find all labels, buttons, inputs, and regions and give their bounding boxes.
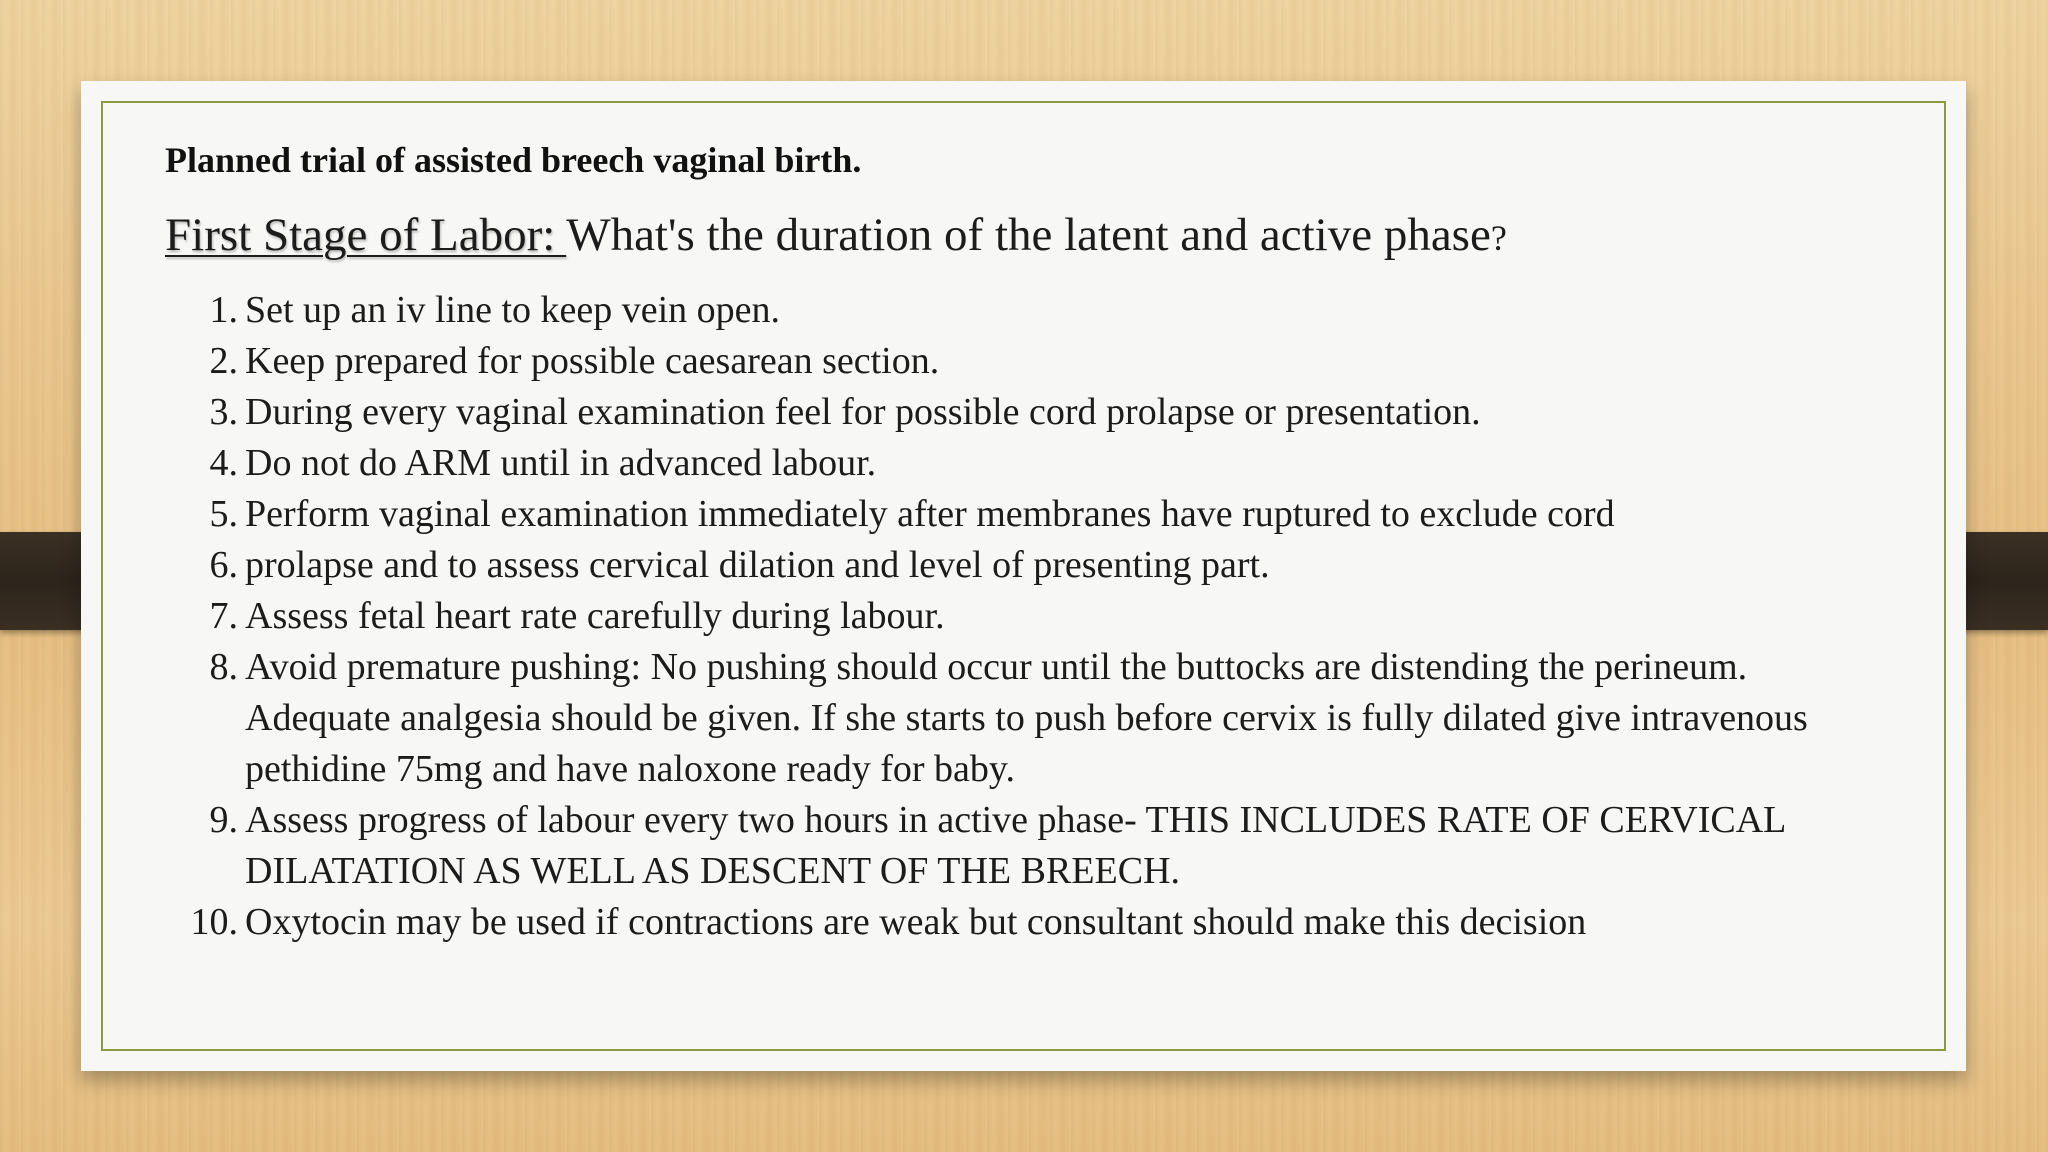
list-item bbox=[165, 387, 1845, 438]
item-number: 3. bbox=[209, 391, 238, 433]
item-number: 9. bbox=[209, 799, 238, 841]
list-item bbox=[165, 540, 1845, 591]
list-item bbox=[165, 285, 1845, 336]
heading-question-mark: ? bbox=[1490, 218, 1507, 258]
item-text: During every vaginal examination feel for possible cord prolapse or presentation. bbox=[245, 391, 1481, 433]
item-text: Keep prepared for possible caesarean section. bbox=[245, 340, 940, 382]
item-number: 4. bbox=[209, 442, 238, 484]
item-text: Oxytocin may be used if contractions are weak but consultant should make this decision bbox=[245, 901, 1587, 943]
slide-card bbox=[81, 81, 1966, 1071]
list-item bbox=[165, 795, 1845, 897]
item-text: Perform vaginal examination immediately after membranes have ruptured to exclude cord bbox=[245, 493, 1615, 535]
item-text: prolapse and to assess cervical dilation and level of presenting part. bbox=[245, 544, 1270, 586]
item-number: 7. bbox=[209, 595, 238, 637]
item-number: 2. bbox=[209, 340, 238, 382]
item-number: 1. bbox=[209, 289, 238, 331]
slide-subtitle: Planned trial of assisted breech vaginal birth. bbox=[165, 140, 862, 180]
step-list bbox=[165, 285, 1845, 948]
list-item bbox=[165, 489, 1845, 540]
list-item bbox=[165, 438, 1845, 489]
item-text: Do not do ARM until in advanced labour. bbox=[245, 442, 877, 484]
list-item bbox=[165, 642, 1845, 795]
item-number: 10. bbox=[190, 901, 238, 943]
heading-lead: First Stage of Labor: bbox=[165, 209, 567, 261]
heading-question: What's the duration of the latent and active phase bbox=[566, 209, 1491, 261]
item-number: 8. bbox=[209, 646, 238, 688]
item-text: Assess progress of labour every two hours in active phase- THIS INCLUDES RATE OF CERVICAL DILATATION AS WELL AS DESCENT OF THE BREECH. bbox=[245, 799, 1785, 892]
item-number: 5. bbox=[209, 493, 238, 535]
item-text: Avoid premature pushing: No pushing should occur until the buttocks are distending the perineum. Adequate analgesia should be given. If she starts to push before cervix is fully dilated give intravenous pethidine 75mg and have naloxone ready for baby. bbox=[245, 646, 1808, 790]
item-text: Assess fetal heart rate carefully during labour. bbox=[245, 595, 945, 637]
list-item bbox=[165, 336, 1845, 387]
item-text: Set up an iv line to keep vein open. bbox=[245, 289, 781, 331]
list-item bbox=[165, 591, 1845, 642]
list-item bbox=[165, 897, 1845, 948]
item-number: 6. bbox=[209, 544, 238, 586]
slide-heading bbox=[165, 208, 1507, 262]
